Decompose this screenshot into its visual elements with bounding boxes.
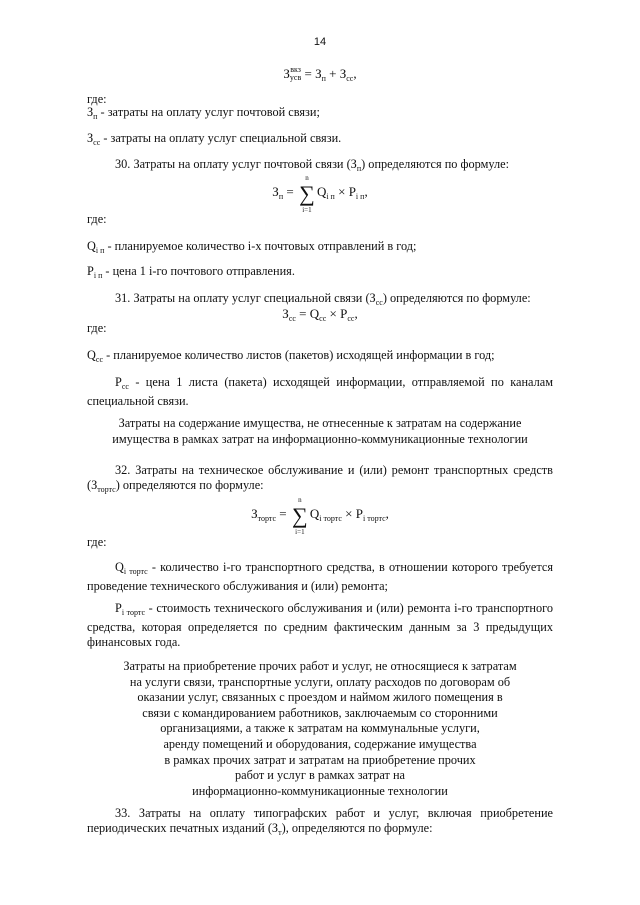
where-label: где:	[87, 535, 107, 549]
sum-symbol: n ∑ i=1	[292, 496, 308, 536]
page-number: 14	[313, 36, 327, 48]
section-heading-property-maintenance: Затраты на содержание имущества, не отнесенные к затратам на содержание имущества в рамках затрат на информационно-коммуникационные технологии	[112, 416, 528, 446]
formula-postal-costs: $З_п$ = n ∑ i=1 $Q_{i п} \times P_{i п}$,	[272, 174, 368, 214]
formula-total-communication-costs: З вкз усв = $З_п + З_{сс}$,	[283, 65, 357, 83]
sum-symbol: n ∑ i=1	[299, 174, 315, 214]
formula-vehicle-maintenance: $З_{тортс}$ = n ∑ i=1 $Q_{i тортс} \times P_{i тортс}$,	[251, 496, 389, 536]
paragraph-33: 33. Затраты на оплату типографских работ и услуг, включая приобретение периодических печатных изданий $(З_т)$, определяются по формуле:	[87, 806, 553, 837]
definition-special-costs: $З_{сс}$ - затраты на оплату услуг специальной связи.	[87, 131, 342, 147]
definition-vehicle-price: $P_{i тортс}$ - стоимость технического обслуживания и (или) ремонта i-го транспортного средства, которая определяется по средним фактическим данным за 3 предыдущих финансовых года.	[87, 601, 553, 649]
definition-postal-price: $P_{i п}$ - цена 1 i-го почтового отправления.	[87, 264, 295, 280]
definition-postal-costs: $З_п$ - затраты на оплату услуг почтовой связи;	[87, 105, 320, 121]
paragraph-30: 30. Затраты на оплату услуг почтовой связи $(З_п)$ определяются по формуле:	[115, 157, 509, 173]
definition-vehicle-quantity: $Q_{i тортс}$ - количество i-го транспортного средства, в отношении которого требуется проведение технического обслуживания и (или) ремонта;	[87, 560, 553, 593]
where-label: где:	[87, 212, 107, 226]
where-label: где:	[87, 321, 107, 335]
definition-special-price: $P_{сс}$ - цена 1 листа (пакета) исходящей информации, отправляемой по каналам специальной связи.	[87, 375, 553, 408]
definition-postal-quantity: $Q_{i п}$ - планируемое количество i-х почтовых отправлений в год;	[87, 239, 417, 255]
section-heading-other-works: Затраты на приобретение прочих работ и услуг, не относящиеся к затратам на услуги связи, транспортные услуги, оплату расходов по договорам об оказании услуг, связанных с проездом и наймом жилого помещения в связи с командированием работников, заключаемым со сторонними организациями, а также к затратам на коммунальные услуги, аренду помещений и оборудования, содержание имущества в рамках прочих затрат и затратам на приобретение прочих работ и услуг в рамках затрат на информационно-коммуникационные технологии	[123, 659, 517, 798]
formula-special-costs: $З_{сс} = Q_{сс} \times P_{сс}$,	[282, 306, 358, 323]
definition-special-quantity: $Q_{сс}$ - планируемое количество листов (пакетов) исходящей информации в год;	[87, 348, 495, 364]
paragraph-32: 32. Затраты на техническое обслуживание и (или) ремонт транспортных средств $(З_{тортс})$ определяются по формуле:	[87, 463, 553, 494]
where-label: где:	[87, 92, 107, 106]
paragraph-31: 31. Затраты на оплату услуг специальной связи $(З_{сс})$ определяются по формуле:	[115, 291, 531, 307]
